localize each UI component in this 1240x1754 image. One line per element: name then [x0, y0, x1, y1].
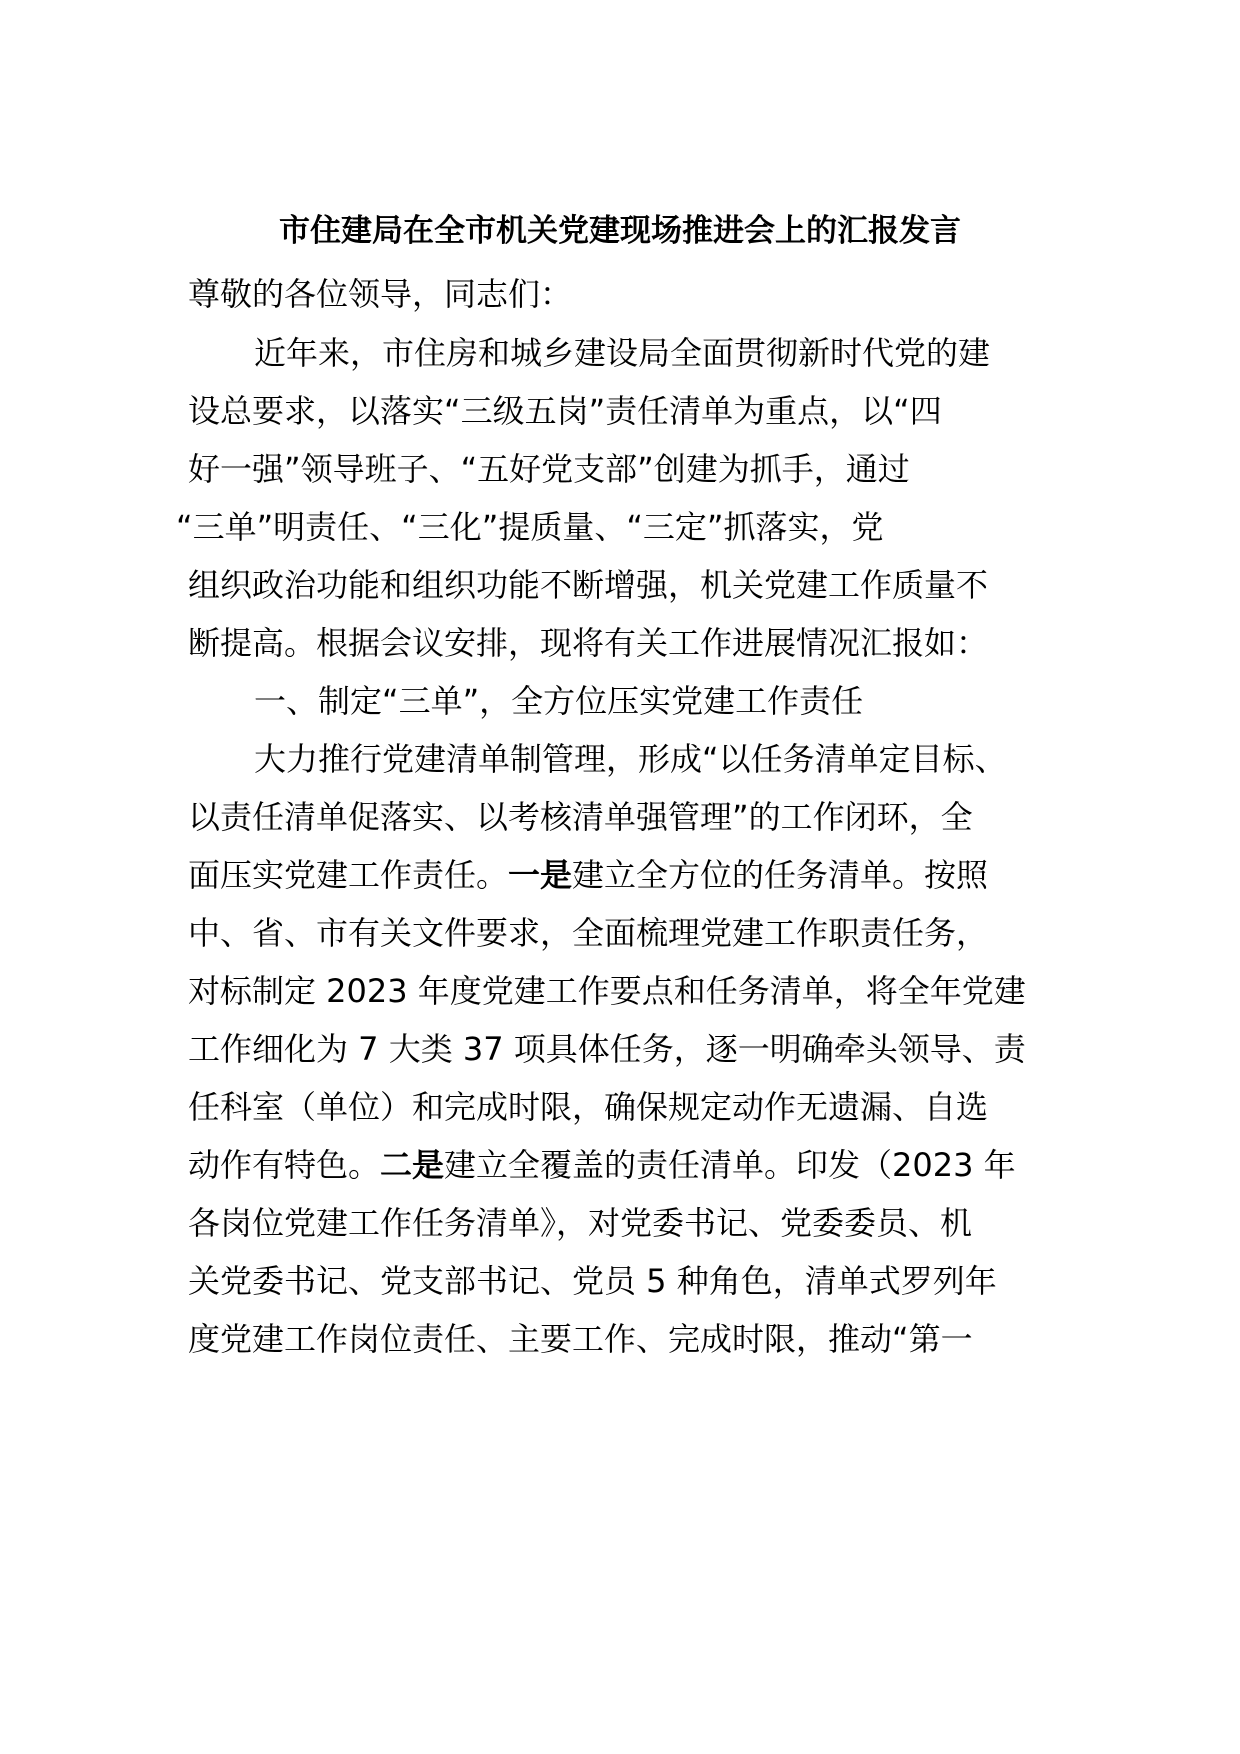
paragraph-line: 断提高。根据会议安排，现将有关工作进展情况汇报如：: [188, 624, 989, 662]
paragraph-line: 好一强”领导班子、“五好党支部”创建为抓手，通过: [188, 450, 910, 488]
section-heading: 一、制定“三单”，全方位压实党建工作责任: [254, 682, 864, 720]
line-text: 建立全覆盖的责任清单。印发（2023 年: [444, 1146, 1016, 1184]
paragraph-line: 设总要求，以落实“三级五岗”责任清单为重点，以“四: [188, 392, 942, 430]
paragraph-line: 中、省、市有关文件要求，全面梳理党建工作职责任务，: [188, 914, 989, 952]
line-text: 动作有特色。: [188, 1146, 381, 1184]
document-title: 市住建局在全市机关党建现场推进会上的汇报发言: [279, 213, 961, 249]
paragraph-line: 任科室（单位）和完成时限，确保规定动作无遗漏、自选: [188, 1088, 989, 1126]
paragraph-line: 度党建工作岗位责任、主要工作、完成时限，推动“第一: [188, 1320, 973, 1358]
paragraph-line: 工作细化为 7 大类 37 项具体任务，逐一明确牵头领导、责: [188, 1030, 1026, 1068]
paragraph-line: “三单”明责任、“三化”提质量、“三定”抓落实，党: [176, 508, 884, 546]
paragraph-line: 近年来，市住房和城乡建设局全面贯彻新时代党的建: [254, 334, 991, 372]
emphasis-first: 一是: [508, 856, 573, 894]
line-text: 建立全方位的任务清单。按照: [572, 856, 989, 894]
emphasis-second: 二是: [380, 1146, 445, 1184]
paragraph-line: 各岗位党建工作任务清单》，对党委书记、党委委员、机: [188, 1204, 973, 1242]
paragraph-line: 以责任清单促落实、以考核清单强管理”的工作闭环，全: [188, 798, 973, 836]
line-text: 面压实党建工作责任。: [188, 856, 509, 894]
paragraph-line: 大力推行党建清单制管理，形成“以任务清单定目标、: [254, 740, 1007, 778]
paragraph-line: 对标制定 2023 年度党建工作要点和任务清单，将全年党建: [188, 972, 1026, 1010]
paragraph-line: [188, 851, 988, 899]
greeting: 尊敬的各位领导，同志们：: [188, 275, 573, 313]
paragraph-line: 关党委书记、党支部书记、党员 5 种角色，清单式罗列年: [188, 1262, 997, 1300]
paragraph-line: [188, 1141, 1016, 1189]
paragraph-line: 组织政治功能和组织功能不断增强，机关党建工作质量不: [188, 566, 989, 604]
